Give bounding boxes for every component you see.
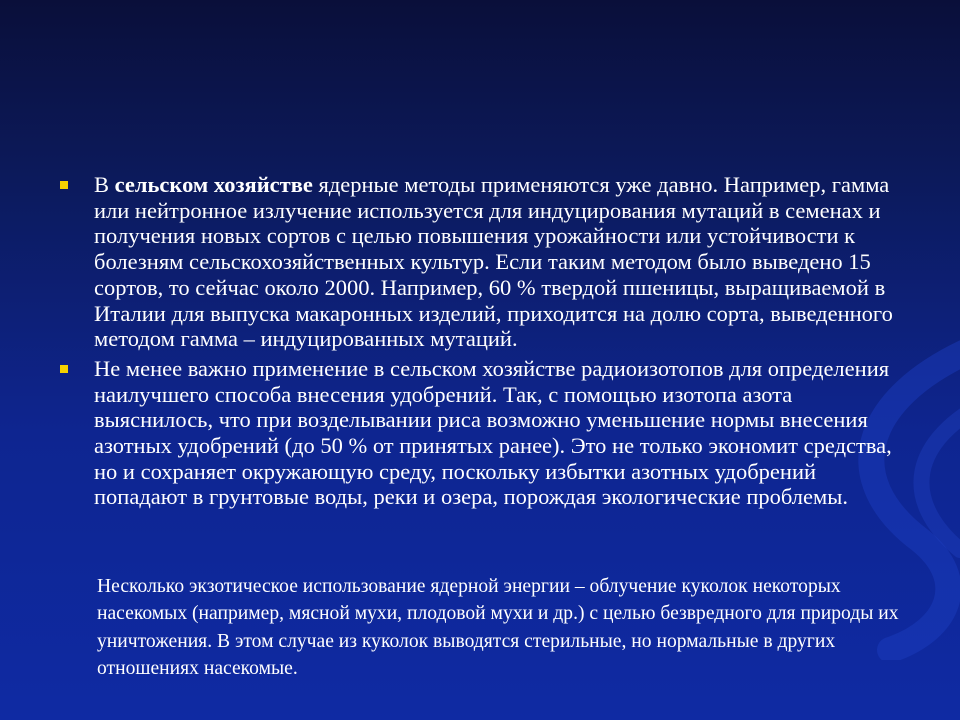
note-paragraph: Несколько экзотическое использование ядерной энергии – облучение куколок некоторых насекомых (например, мясной мухи, плодовой мухи и др.) с целью безвредного для природы их уничтожения. В этом случае из куколок выводятся стерильные, но нормальные в других отношениях насекомые. (97, 576, 899, 680)
bullet-item-agriculture (54, 172, 910, 352)
bullet-body-text: Не менее важно применение в сельском хозяйстве радиоизотопов для определения наилучшего способа внесения удобрений. Так, с помощью изотопа азота выяснилось, что при возделывании риса возможно уменьшение нормы внесения азотных удобрений (до 50 % от принятых ранее). Это не только экономит средства, но и сохраняет окружающую среду, поскольку избытки азотных удобрений попадают в грунтовые воды, реки и озера, порождая экологические проблемы. (94, 355, 892, 510)
bullet-list (54, 172, 910, 510)
yellow-square-icon (60, 181, 68, 189)
bullet-prefix-text: В (94, 172, 115, 197)
yellow-square-icon (60, 365, 68, 373)
bullet-bold-text: сельском хозяйстве (114, 172, 313, 197)
bullet-item-radioisotopes (54, 356, 910, 510)
bullet-body-text: ядерные методы применяются уже давно. Например, гамма или нейтронное излучение используется для индуцирования мутаций в семенах и получения новых сортов с целью повышения урожайности или устойчивости к болезням сельскохозяйственных культур. Если таким методом было выведено 15 сортов, то сейчас около 2000. Например, 60 % твердой пшеницы, выращиваемой в Италии для выпуска макаронных изделий, приходится на долю сорта, выведенного методом гамма – индуцированных мутаций. (94, 172, 893, 352)
